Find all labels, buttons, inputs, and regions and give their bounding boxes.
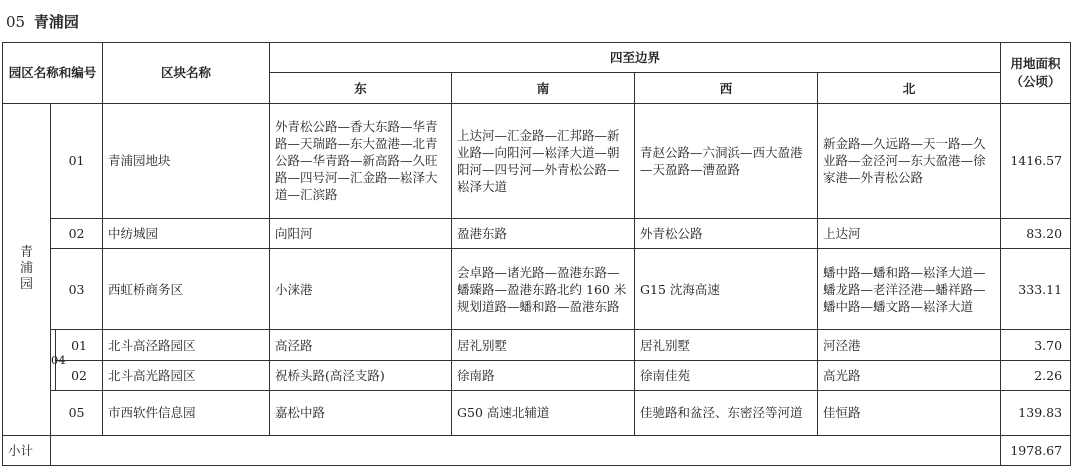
north-boundary: 蟠中路—蟠和路—崧泽大道—蟠龙路—老洋泾港—蟠祥路—蟠中路—蟠文路—崧泽大道 (818, 249, 1001, 330)
west-boundary: 外青松公路 (635, 219, 818, 249)
area-value: 3.70 (1001, 330, 1071, 360)
header-south: 南 (452, 73, 635, 103)
area-value: 83.20 (1001, 219, 1071, 249)
row-code: 03 (51, 249, 103, 330)
row-code: 01 (56, 330, 103, 360)
north-boundary: 高光路 (818, 360, 1001, 390)
south-boundary: G50 高速北辅道 (452, 391, 635, 436)
block-name: 青浦园地块 (103, 103, 270, 218)
subtotal-label: 小计 (3, 435, 51, 465)
west-boundary: 徐南佳苑 (635, 360, 818, 390)
subtotal-spacer (51, 435, 1001, 465)
block-name: 中纺城园 (103, 219, 270, 249)
row-code: 02 (56, 360, 103, 390)
header-block-name: 区块名称 (103, 43, 270, 104)
block-name: 西虹桥商务区 (103, 249, 270, 330)
header-boundaries: 四至边界 (270, 43, 1001, 73)
table-row (3, 219, 1071, 249)
west-boundary: G15 沈海高速 (635, 249, 818, 330)
south-boundary: 会卓路—诸光路—盈港东路—蟠臻路—盈港东路北约 160 米规划道路—蟠和路—盈港东路 (452, 249, 635, 330)
header-west: 西 (635, 73, 818, 103)
header-north: 北 (818, 73, 1001, 103)
table-row (3, 391, 1071, 436)
header-park-name-code: 园区名称和编号 (3, 43, 103, 104)
section-number: 05 (6, 13, 26, 31)
area-value: 1416.57 (1001, 103, 1071, 218)
park-name: 青浦园 (19, 245, 33, 293)
west-boundary: 青赵公路—六洞浜—西大盈港—天盈路—漕盈路 (635, 103, 818, 218)
east-boundary: 祝桥头路(高泾支路) (270, 360, 452, 390)
north-boundary: 佳恒路 (818, 391, 1001, 436)
north-boundary: 河泾港 (818, 330, 1001, 360)
south-boundary: 盈港东路 (452, 219, 635, 249)
table-row (3, 360, 1071, 390)
south-boundary: 居礼别墅 (452, 330, 635, 360)
east-boundary: 外青松公路—香大东路—华青路—天瑞路—东大盈港—北青公路—华青路—新高路—久旺路—四号河—汇金路—崧泽大道—汇滨路 (270, 103, 452, 218)
row-code: 02 (51, 219, 103, 249)
west-boundary: 居礼别墅 (635, 330, 818, 360)
header-row (3, 43, 1071, 73)
east-boundary: 向阳河 (270, 219, 452, 249)
area-value: 333.11 (1001, 249, 1071, 330)
block-name: 北斗高光路园区 (103, 360, 270, 390)
table-row (3, 330, 1071, 360)
table-row (3, 103, 1071, 218)
east-boundary: 高泾路 (270, 330, 452, 360)
table-row (3, 249, 1071, 330)
row-code: 05 (51, 391, 103, 436)
header-east: 东 (270, 73, 452, 103)
subtotal-row (3, 435, 1071, 465)
south-boundary: 徐南路 (452, 360, 635, 390)
block-name: 北斗高泾路园区 (103, 330, 270, 360)
park-name-cell (3, 103, 51, 435)
header-area: 用地面积（公顷） (1001, 43, 1071, 104)
block-name: 市西软件信息园 (103, 391, 270, 436)
boundary-table (2, 42, 1071, 466)
south-boundary: 上达河—汇金路—汇邦路—新业路—向阳河—崧泽大道—朝阳河—四号河—外青松公路—崧泽大道 (452, 103, 635, 218)
row-code: 01 (51, 103, 103, 218)
section-title: 青浦园 (33, 13, 79, 31)
area-value: 2.26 (1001, 360, 1071, 390)
subtotal-area: 1978.67 (1001, 435, 1071, 465)
north-boundary: 上达河 (818, 219, 1001, 249)
north-boundary: 新金路—久远路—天一路—久业路—金泾河—东大盈港—徐家港—外青松公路 (818, 103, 1001, 218)
east-boundary: 小涞港 (270, 249, 452, 330)
area-value: 139.83 (1001, 391, 1071, 436)
east-boundary: 嘉松中路 (270, 391, 452, 436)
west-boundary: 佳驰路和盆泾、东密泾等河道 (635, 391, 818, 436)
section-heading (6, 11, 79, 32)
group-code: 04 (51, 330, 56, 391)
